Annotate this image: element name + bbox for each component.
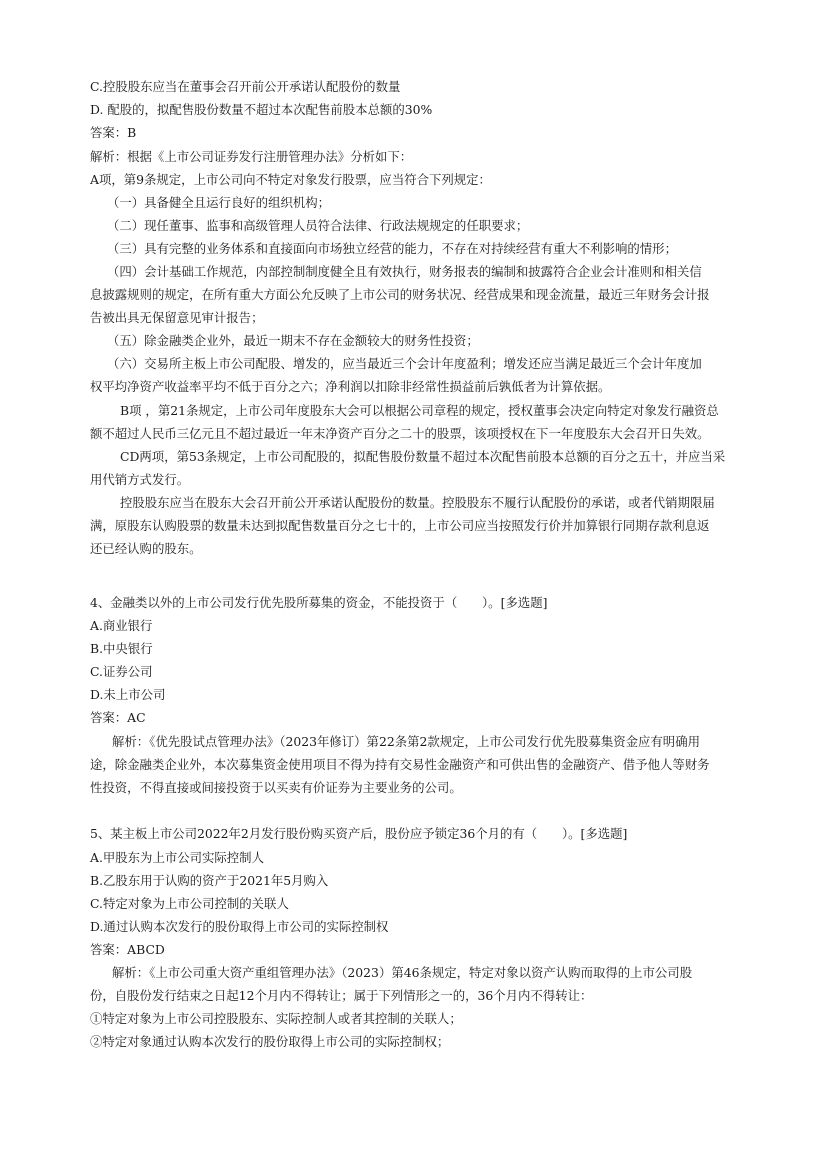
- analysis-paragraph: B项 ，第21条规定，上市公司年度股东大会可以根据公司章程的规定，授权董事会决定向特定对象发行融资总: [120, 403, 719, 418]
- question-4-analysis-continuation: 途，除金融类企业外，本次募集资金使用项目不得为持有交易性金融资产和可供出售的金融资产、借予他人等财务: [90, 757, 710, 772]
- list-item: （三）具有完整的业务体系和直接面向市场独立经营的能力，不存在对持续经营有重大不利影响的情形；: [107, 241, 677, 256]
- analysis-paragraph-continuation: 用代销方式发行。: [90, 472, 190, 487]
- analysis-paragraph: CD两项，第53条规定，上市公司配股的，拟配售股份数量不超过本次配售前股本总额的百分之五十，并应当采: [120, 449, 726, 464]
- question-5-option-b: B.乙股东用于认购的资产于2021年5月购入: [90, 873, 329, 888]
- question-4-answer: 答案：AC: [90, 710, 146, 725]
- question-4-analysis-continuation: 性投资，不得直接或间接投资于以买卖有价证券为主要业务的公司。: [90, 780, 462, 795]
- question-5-option-c: C.特定对象为上市公司控制的关联人: [90, 896, 289, 911]
- list-item-continuation: 告被出具无保留意见审计报告；: [90, 310, 264, 325]
- question-5-list-item: ②特定对象通过认购本次发行的股份取得上市公司的实际控制权；: [90, 1034, 450, 1049]
- list-item: （四）会计基础工作规范，内部控制制度健全且有效执行，财务报表的编制和披露符合企业会计准则和相关信: [107, 264, 702, 279]
- list-item: （一）具备健全且运行良好的组织机构；: [107, 195, 331, 210]
- question-5-option-a: A.甲股东为上市公司实际控制人: [90, 850, 264, 865]
- option-d-text: D. 配股的，拟配售股份数量不超过本次配售前股本总额的30%: [90, 102, 433, 117]
- analysis-paragraph-continuation: 还已经认购的股东。: [90, 541, 202, 556]
- question-4-option-b: B.中央银行: [90, 641, 153, 656]
- analysis-paragraph-continuation: 满，原股东认购股票的数量未达到拟配售数量百分之七十的，上市公司应当按照发行价并加算银行同期存款利息返: [90, 518, 710, 533]
- question-4-analysis: 解析：《优先股试点管理办法》（2023年修订）第22条第2款规定，上市公司发行优先股募集资金应有明确用: [112, 734, 700, 749]
- option-c-text: C.控股股东应当在董事会召开前公开承诺认配股份的数量: [90, 79, 401, 94]
- question-5-list-item: ①特定对象为上市公司控股股东、实际控制人或者其控制的关联人；: [90, 1011, 462, 1026]
- analysis-paragraph: A项，第9条规定，上市公司向不特定对象发行股票，应当符合下列规定：: [90, 172, 491, 187]
- list-item: （二）现任董事、监事和高级管理人员符合法律、行政法规规定的任职要求；: [107, 218, 529, 233]
- list-item-continuation: 权平均净资产收益率平均不低于百分之六；净利润以扣除非经常性损益前后孰低者为计算依据。: [90, 379, 611, 394]
- list-item: （六）交易所主板上市公司配股、增发的，应当最近三个会计年度盈利；增发还应当满足最近三个会计年度加: [107, 356, 702, 371]
- list-item: （五）除金融类企业外，最近一期末不存在金额较大的财务性投资；: [107, 333, 479, 348]
- question-5-analysis-continuation: 份，自股份发行结束之日起12个月内不得转让；属于下列情形之一的，36个月内不得转让：: [90, 988, 593, 1003]
- question-4-option-a: A.商业银行: [90, 618, 153, 633]
- analysis-paragraph-continuation: 额不超过人民币三亿元且不超过最近一年末净资产百分之二十的股票，该项授权在下一年度股东大会召开日失效。: [90, 426, 710, 441]
- question-5-option-d: D.通过认购本次发行的股份取得上市公司的实际控制权: [90, 919, 389, 934]
- question-4-option-d: D.未上市公司: [90, 687, 166, 702]
- question-4-option-c: C.证券公司: [90, 664, 153, 679]
- question-5-stem: 5、某主板上市公司2022年2月发行股份购买资产后，股份应予锁定36个月的有（ ）。[多选题]: [90, 826, 628, 841]
- question-5-analysis: 解析：《上市公司重大资产重组管理办法》（2023）第46条规定，特定对象以资产认购而取得的上市公司股: [112, 965, 693, 980]
- list-item-continuation: 息披露规则的规定，在所有重大方面公允反映了上市公司的财务状况、经营成果和现金流量，最近三年财务会计报: [90, 287, 710, 302]
- question-4-stem: 4、金融类以外的上市公司发行优先股所募集的资金，不能投资于（ ）。[多选题]: [90, 595, 548, 610]
- question-5-answer: 答案：ABCD: [90, 942, 165, 957]
- analysis-heading: 解析：根据《上市公司证券发行注册管理办法》分析如下：: [90, 149, 413, 164]
- analysis-paragraph: 控股股东应当在股东大会召开前公开承诺认配股份的数量。控股股东不履行认配股份的承诺，或者代销期限届: [120, 495, 715, 510]
- answer-text: 答案：B: [90, 125, 137, 140]
